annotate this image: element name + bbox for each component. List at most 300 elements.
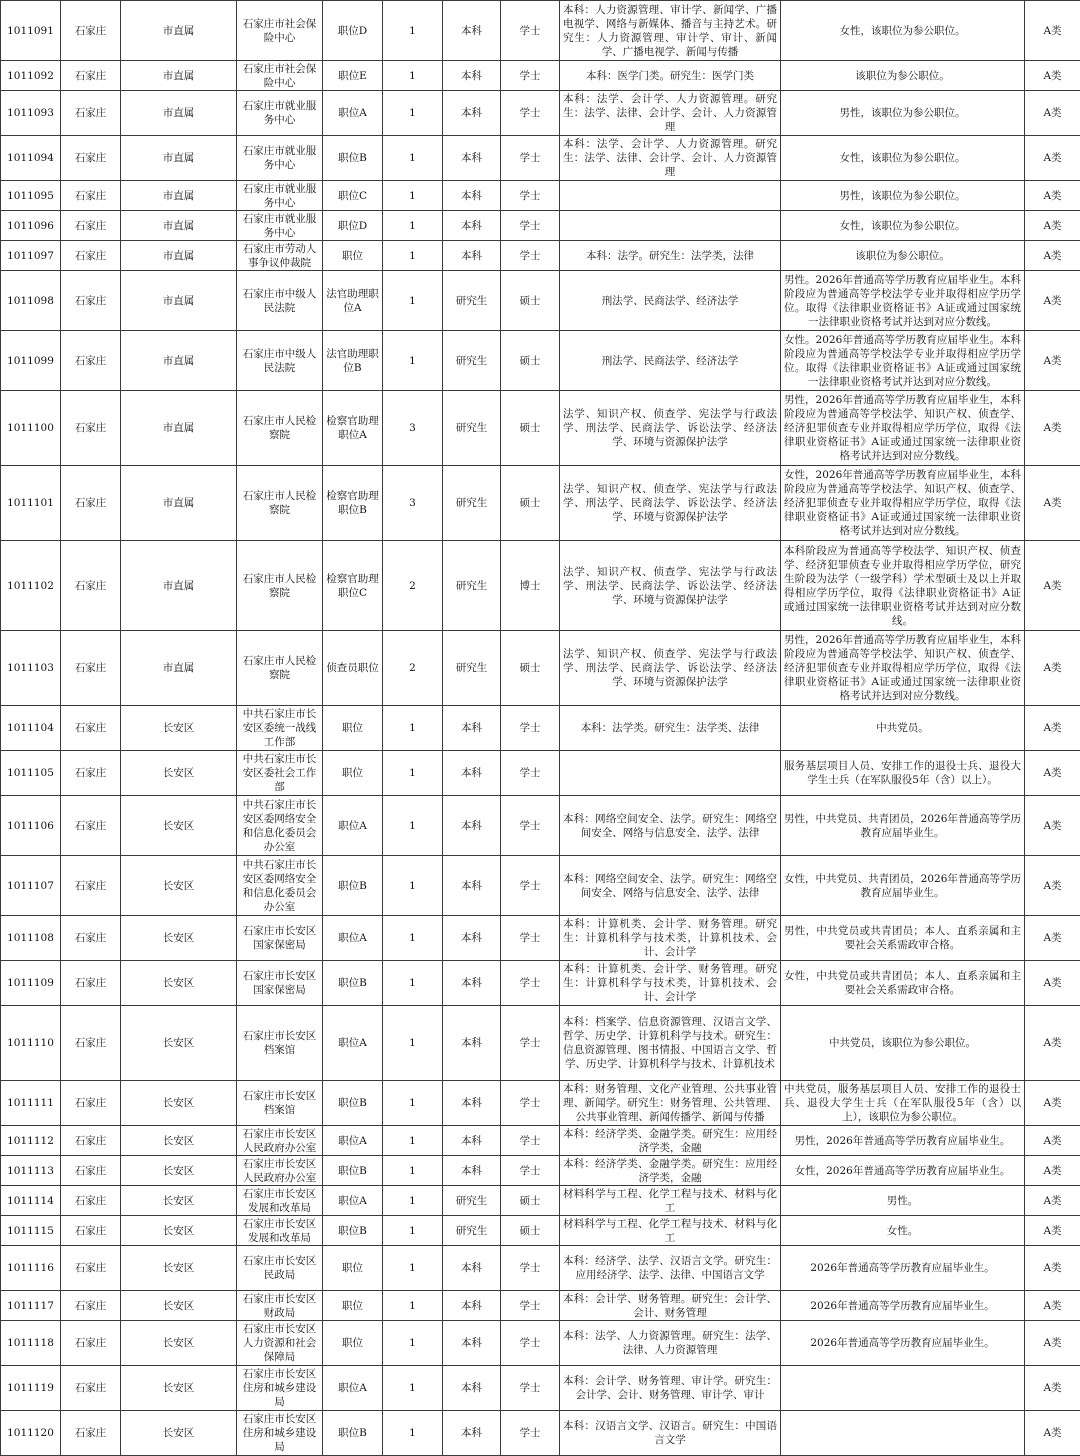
cell-edu: 本科 <box>443 61 501 91</box>
cell-city: 石家庄 <box>61 1081 121 1126</box>
cell-city: 石家庄 <box>61 631 121 706</box>
cell-major: 刑法学、民商法学、经济法学 <box>560 331 781 391</box>
cell-count: 1 <box>383 1006 443 1081</box>
cell-edu: 本科 <box>443 1291 501 1321</box>
cell-edu: 本科 <box>443 1156 501 1186</box>
cell-cat: A类 <box>1025 796 1080 856</box>
cell-code: 1011105 <box>1 751 61 796</box>
cell-code: 1011114 <box>1 1186 61 1216</box>
cell-count: 1 <box>383 1081 443 1126</box>
cell-unit: 石家庄市长安区发展和改革局 <box>237 1216 323 1246</box>
cell-unit: 中共石家庄市长安区委网络安全和信息化委员会办公室 <box>237 796 323 856</box>
cell-city: 石家庄 <box>61 136 121 181</box>
table-row <box>1 706 1080 751</box>
cell-unit: 中共石家庄市长安区委统一战线工作部 <box>237 706 323 751</box>
cell-count: 1 <box>383 1321 443 1366</box>
cell-code: 1011108 <box>1 916 61 961</box>
cell-code: 1011100 <box>1 391 61 466</box>
cell-cat: A类 <box>1025 706 1080 751</box>
cell-city: 石家庄 <box>61 181 121 211</box>
table-row <box>1 241 1080 271</box>
cell-edu: 本科 <box>443 1246 501 1291</box>
cell-unit: 石家庄市就业服务中心 <box>237 136 323 181</box>
cell-position: 职位A <box>323 916 383 961</box>
cell-code: 1011119 <box>1 1366 61 1411</box>
cell-position: 职位A <box>323 91 383 136</box>
cell-position: 检察官助理职位B <box>323 466 383 541</box>
cell-position: 职位D <box>323 211 383 241</box>
cell-edu: 本科 <box>443 1411 501 1456</box>
cell-district: 长安区 <box>121 1006 237 1081</box>
cell-district: 长安区 <box>121 1291 237 1321</box>
cell-position: 职位A <box>323 1186 383 1216</box>
cell-unit: 石家庄市长安区民政局 <box>237 1246 323 1291</box>
cell-district: 市直属 <box>121 241 237 271</box>
cell-edu: 本科 <box>443 181 501 211</box>
cell-code: 1011103 <box>1 631 61 706</box>
cell-major: 本科：人力资源管理、审计学、新闻学、广播电视学、网络与新媒体、播音与主持艺术。研究生：人力资源管理、审计学、审计、新闻学、广播电视学、新闻与传播 <box>560 1 781 61</box>
cell-major: 本科：经济学类、金融学类。研究生：应用经济学类，金融 <box>560 1126 781 1156</box>
cell-count: 1 <box>383 271 443 331</box>
cell-notes: 本科阶段应为普通高等学校法学、知识产权、侦查学、经济犯罪侦查专业并取得相应学历学位，研究生阶段为法学（一级学科）学术型硕士及以上并取得相应学历学位，取得《法律职业资格证书》A证或通过国家统一法律职业资格考试并达到对应分数线。 <box>781 541 1025 631</box>
cell-major: 本科：法学、会计学、人力资源管理。研究生：法学、法律、会计学、会计、人力资源管理 <box>560 91 781 136</box>
table-row <box>1 1186 1080 1216</box>
cell-district: 长安区 <box>121 961 237 1006</box>
cell-notes: 男性，2026年普通高等学历教育应届毕业生。 <box>781 1126 1025 1156</box>
cell-cat: A类 <box>1025 1411 1080 1456</box>
cell-count: 1 <box>383 1156 443 1186</box>
cell-count: 1 <box>383 1186 443 1216</box>
cell-city: 石家庄 <box>61 1186 121 1216</box>
cell-position: 职位C <box>323 181 383 211</box>
cell-major: 本科：法学类。研究生：法学类、法律 <box>560 706 781 751</box>
cell-code: 1011111 <box>1 1081 61 1126</box>
table-row <box>1 1366 1080 1411</box>
cell-position: 职位E <box>323 61 383 91</box>
cell-major: 刑法学、民商法学、经济法学 <box>560 271 781 331</box>
cell-edu: 本科 <box>443 1 501 61</box>
cell-edu: 本科 <box>443 1126 501 1156</box>
cell-count: 1 <box>383 1411 443 1456</box>
cell-position: 职位 <box>323 751 383 796</box>
cell-city: 石家庄 <box>61 1126 121 1156</box>
cell-unit: 石家庄市长安区人力资源和社会保障局 <box>237 1321 323 1366</box>
cell-notes: 女性，该职位为参公职位。 <box>781 211 1025 241</box>
cell-unit: 石家庄市中级人民法院 <box>237 271 323 331</box>
cell-district: 市直属 <box>121 631 237 706</box>
cell-cat: A类 <box>1025 61 1080 91</box>
cell-notes: 男性，中共党员或共青团员；本人、直系亲属和主要社会关系需政审合格。 <box>781 916 1025 961</box>
cell-unit: 石家庄市长安区人民政府办公室 <box>237 1156 323 1186</box>
cell-district: 长安区 <box>121 751 237 796</box>
table-row <box>1 1126 1080 1156</box>
cell-position: 职位B <box>323 1216 383 1246</box>
cell-degree: 学士 <box>501 1291 560 1321</box>
cell-unit: 石家庄市长安区财政局 <box>237 1291 323 1321</box>
cell-major: 本科：法学、会计学、人力资源管理。研究生：法学、法律、会计学、会计、人力资源管理 <box>560 136 781 181</box>
cell-code: 1011093 <box>1 91 61 136</box>
cell-degree: 硕士 <box>501 391 560 466</box>
cell-major: 本科：网络空间安全、法学。研究生：网络空间安全、网络与信息安全、法学、法律 <box>560 856 781 916</box>
cell-cat: A类 <box>1025 1366 1080 1411</box>
cell-district: 长安区 <box>121 1321 237 1366</box>
cell-degree: 学士 <box>501 1 560 61</box>
table-row <box>1 1006 1080 1081</box>
cell-degree: 学士 <box>501 211 560 241</box>
table-row <box>1 271 1080 331</box>
cell-edu: 本科 <box>443 751 501 796</box>
cell-code: 1011095 <box>1 181 61 211</box>
cell-code: 1011092 <box>1 61 61 91</box>
cell-city: 石家庄 <box>61 91 121 136</box>
cell-degree: 学士 <box>501 961 560 1006</box>
cell-notes: 女性。2026年普通高等学历教育应届毕业生。本科阶段应为普通高等学校法学专业并取得相应学历学位。取得《法律职业资格证书》A证或通过国家统一法律职业资格考试并达到对应分数线。 <box>781 331 1025 391</box>
cell-edu: 本科 <box>443 211 501 241</box>
cell-count: 1 <box>383 856 443 916</box>
cell-notes: 男性，中共党员、共青团员，2026年普通高等学历教育应届毕业生。 <box>781 796 1025 856</box>
cell-cat: A类 <box>1025 1186 1080 1216</box>
cell-district: 市直属 <box>121 1 237 61</box>
table-row <box>1 136 1080 181</box>
cell-major: 法学、知识产权、侦查学、宪法学与行政法学、刑法学、民商法学、诉讼法学、经济法学、环境与资源保护法学 <box>560 631 781 706</box>
cell-major: 本科：网络空间安全、法学。研究生：网络空间安全、网络与信息安全、法学、法律 <box>560 796 781 856</box>
cell-edu: 研究生 <box>443 271 501 331</box>
cell-notes: 该职位为参公职位。 <box>781 61 1025 91</box>
cell-cat: A类 <box>1025 1 1080 61</box>
cell-notes: 女性，2026年普通高等学历教育应届毕业生。 <box>781 1156 1025 1186</box>
cell-cat: A类 <box>1025 1291 1080 1321</box>
cell-district: 市直属 <box>121 136 237 181</box>
cell-district: 长安区 <box>121 916 237 961</box>
table-row <box>1 796 1080 856</box>
cell-cat: A类 <box>1025 391 1080 466</box>
cell-code: 1011094 <box>1 136 61 181</box>
cell-position: 职位B <box>323 961 383 1006</box>
cell-cat: A类 <box>1025 136 1080 181</box>
cell-unit: 石家庄市中级人民法院 <box>237 331 323 391</box>
cell-district: 长安区 <box>121 796 237 856</box>
cell-cat: A类 <box>1025 1126 1080 1156</box>
cell-count: 1 <box>383 61 443 91</box>
cell-count: 1 <box>383 916 443 961</box>
cell-code: 1011101 <box>1 466 61 541</box>
cell-count: 1 <box>383 796 443 856</box>
cell-city: 石家庄 <box>61 706 121 751</box>
cell-count: 1 <box>383 1126 443 1156</box>
cell-notes: 该职位为参公职位。 <box>781 241 1025 271</box>
cell-position: 检察官助理职位A <box>323 391 383 466</box>
cell-count: 1 <box>383 706 443 751</box>
cell-district: 市直属 <box>121 181 237 211</box>
cell-degree: 硕士 <box>501 1216 560 1246</box>
cell-district: 市直属 <box>121 211 237 241</box>
cell-major: 法学、知识产权、侦查学、宪法学与行政法学、刑法学、民商法学、诉讼法学、经济法学、环境与资源保护法学 <box>560 541 781 631</box>
cell-unit: 石家庄市人民检察院 <box>237 391 323 466</box>
cell-count: 1 <box>383 1291 443 1321</box>
cell-degree: 学士 <box>501 1156 560 1186</box>
cell-notes: 女性，中共党员或共青团员；本人、直系亲属和主要社会关系需政审合格。 <box>781 961 1025 1006</box>
table-row <box>1 391 1080 466</box>
cell-count: 1 <box>383 241 443 271</box>
cell-city: 石家庄 <box>61 1006 121 1081</box>
cell-unit: 石家庄市人民检察院 <box>237 541 323 631</box>
cell-city: 石家庄 <box>61 391 121 466</box>
cell-unit: 石家庄市长安区住房和城乡建设局 <box>237 1411 323 1456</box>
cell-degree: 硕士 <box>501 466 560 541</box>
cell-edu: 本科 <box>443 91 501 136</box>
cell-cat: A类 <box>1025 541 1080 631</box>
cell-notes: 服务基层项目人员、安排工作的退役士兵、退役大学生士兵（在军队服役5年（含）以上）。 <box>781 751 1025 796</box>
cell-notes: 男性。 <box>781 1186 1025 1216</box>
cell-notes: 2026年普通高等学历教育应届毕业生。 <box>781 1291 1025 1321</box>
cell-cat: A类 <box>1025 1006 1080 1081</box>
cell-edu: 本科 <box>443 1081 501 1126</box>
table-row <box>1 1081 1080 1126</box>
cell-degree: 博士 <box>501 541 560 631</box>
cell-code: 1011104 <box>1 706 61 751</box>
cell-edu: 研究生 <box>443 391 501 466</box>
cell-position: 职位B <box>323 856 383 916</box>
cell-major: 本科：财务管理、文化产业管理、公共事业管理、新闻学。研究生：财务管理、公共管理、公共事业管理、新闻传播学、新闻与传播 <box>560 1081 781 1126</box>
cell-count: 2 <box>383 631 443 706</box>
cell-district: 长安区 <box>121 1411 237 1456</box>
cell-major: 本科：法学、人力资源管理。研究生：法学、法律、人力资源管理 <box>560 1321 781 1366</box>
cell-code: 1011116 <box>1 1246 61 1291</box>
cell-unit: 石家庄市劳动人事争议仲裁院 <box>237 241 323 271</box>
cell-code: 1011112 <box>1 1126 61 1156</box>
cell-unit: 石家庄市就业服务中心 <box>237 211 323 241</box>
cell-unit: 石家庄市长安区档案馆 <box>237 1081 323 1126</box>
cell-cat: A类 <box>1025 1246 1080 1291</box>
cell-district: 市直属 <box>121 466 237 541</box>
cell-count: 1 <box>383 91 443 136</box>
cell-district: 市直属 <box>121 61 237 91</box>
cell-degree: 学士 <box>501 916 560 961</box>
cell-cat: A类 <box>1025 1216 1080 1246</box>
cell-district: 长安区 <box>121 1216 237 1246</box>
cell-city: 石家庄 <box>61 541 121 631</box>
cell-notes: 男性，该职位为参公职位。 <box>781 91 1025 136</box>
cell-edu: 本科 <box>443 916 501 961</box>
cell-position: 法官助理职位B <box>323 331 383 391</box>
cell-notes: 男性，2026年普通高等学历教育应届毕业生，本科阶段应为普通高等学校法学、知识产权、侦查学、经济犯罪侦查专业并取得相应学历学位，取得《法律职业资格证书》A证或通过国家统一法律职业资格考试并达到对应分数线。 <box>781 391 1025 466</box>
cell-city: 石家庄 <box>61 1291 121 1321</box>
cell-notes: 男性。2026年普通高等学历教育应届毕业生。本科阶段应为普通高等学校法学专业并取得相应学历学位。取得《法律职业资格证书》A证或通过国家统一法律职业资格考试并达到对应分数线。 <box>781 271 1025 331</box>
cell-edu: 本科 <box>443 706 501 751</box>
cell-edu: 本科 <box>443 1366 501 1411</box>
cell-degree: 硕士 <box>501 631 560 706</box>
table-row <box>1 91 1080 136</box>
cell-position: 检察官助理职位C <box>323 541 383 631</box>
cell-edu: 研究生 <box>443 541 501 631</box>
cell-count: 1 <box>383 136 443 181</box>
cell-code: 1011096 <box>1 211 61 241</box>
cell-count: 1 <box>383 181 443 211</box>
cell-major: 本科：经济学类、金融学类。研究生：应用经济学类，金融 <box>560 1156 781 1186</box>
cell-degree: 学士 <box>501 796 560 856</box>
cell-code: 1011107 <box>1 856 61 916</box>
cell-edu: 本科 <box>443 961 501 1006</box>
cell-degree: 学士 <box>501 241 560 271</box>
cell-edu: 研究生 <box>443 1216 501 1246</box>
cell-major: 本科：经济学、法学、汉语言文学。研究生：应用经济学、法学、法律、中国语言文学 <box>560 1246 781 1291</box>
cell-district: 市直属 <box>121 331 237 391</box>
cell-position: 职位 <box>323 1246 383 1291</box>
cell-cat: A类 <box>1025 211 1080 241</box>
cell-count: 1 <box>383 961 443 1006</box>
cell-city: 石家庄 <box>61 466 121 541</box>
cell-position: 职位A <box>323 1006 383 1081</box>
cell-degree: 硕士 <box>501 271 560 331</box>
cell-cat: A类 <box>1025 331 1080 391</box>
cell-major <box>560 211 781 241</box>
cell-unit: 石家庄市就业服务中心 <box>237 181 323 211</box>
cell-city: 石家庄 <box>61 1321 121 1366</box>
cell-count: 1 <box>383 1366 443 1411</box>
cell-count: 3 <box>383 466 443 541</box>
cell-district: 长安区 <box>121 856 237 916</box>
cell-count: 1 <box>383 1216 443 1246</box>
cell-unit: 石家庄市长安区档案馆 <box>237 1006 323 1081</box>
cell-city: 石家庄 <box>61 1216 121 1246</box>
cell-major <box>560 751 781 796</box>
cell-degree: 学士 <box>501 1246 560 1291</box>
cell-degree: 学士 <box>501 61 560 91</box>
cell-degree: 学士 <box>501 856 560 916</box>
cell-notes: 女性。 <box>781 1216 1025 1246</box>
cell-city: 石家庄 <box>61 211 121 241</box>
table-row <box>1 856 1080 916</box>
cell-city: 石家庄 <box>61 1366 121 1411</box>
cell-cat: A类 <box>1025 856 1080 916</box>
table-row <box>1 181 1080 211</box>
cell-major: 本科：汉语言文学、汉语言。研究生：中国语言文学 <box>560 1411 781 1456</box>
cell-degree: 学士 <box>501 1366 560 1411</box>
cell-cat: A类 <box>1025 751 1080 796</box>
cell-major: 法学、知识产权、侦查学、宪法学与行政法学、刑法学、民商法学、诉讼法学、经济法学、环境与资源保护法学 <box>560 466 781 541</box>
table-row <box>1 331 1080 391</box>
cell-code: 1011102 <box>1 541 61 631</box>
cell-code: 1011110 <box>1 1006 61 1081</box>
cell-notes: 男性，2026年普通高等学历教育应届毕业生，本科阶段应为普通高等学校法学、知识产权、侦查学、经济犯罪侦查专业并取得相应学历学位，取得《法律职业资格证书》A证或通过国家统一法律职业资格考试并达到对应分数线。 <box>781 631 1025 706</box>
cell-notes: 2026年普通高等学历教育应届毕业生。 <box>781 1321 1025 1366</box>
cell-position: 法官助理职位A <box>323 271 383 331</box>
cell-code: 1011118 <box>1 1321 61 1366</box>
cell-degree: 硕士 <box>501 1186 560 1216</box>
cell-position: 侦查员职位 <box>323 631 383 706</box>
cell-code: 1011115 <box>1 1216 61 1246</box>
cell-edu: 本科 <box>443 856 501 916</box>
cell-city: 石家庄 <box>61 1246 121 1291</box>
cell-edu: 本科 <box>443 241 501 271</box>
cell-notes: 女性，2026年普通高等学历教育应届毕业生，本科阶段应为普通高等学校法学、知识产权、侦查学、经济犯罪侦查专业并取得相应学历学位，取得《法律职业资格证书》A证或通过国家统一法律职业资格考试并达到对应分数线。 <box>781 466 1025 541</box>
cell-degree: 学士 <box>501 136 560 181</box>
cell-district: 长安区 <box>121 1246 237 1291</box>
cell-cat: A类 <box>1025 1321 1080 1366</box>
cell-notes: 男性，该职位为参公职位。 <box>781 181 1025 211</box>
cell-cat: A类 <box>1025 1081 1080 1126</box>
cell-unit: 石家庄市社会保险中心 <box>237 1 323 61</box>
cell-code: 1011098 <box>1 271 61 331</box>
table-row <box>1 631 1080 706</box>
cell-edu: 本科 <box>443 1321 501 1366</box>
cell-notes: 中共党员，该职位为参公职位。 <box>781 1006 1025 1081</box>
cell-city: 石家庄 <box>61 856 121 916</box>
cell-cat: A类 <box>1025 1156 1080 1186</box>
table-row <box>1 1291 1080 1321</box>
table-row <box>1 466 1080 541</box>
cell-district: 市直属 <box>121 271 237 331</box>
cell-count: 1 <box>383 751 443 796</box>
cell-unit: 石家庄市就业服务中心 <box>237 91 323 136</box>
cell-unit: 中共石家庄市长安区委网络安全和信息化委员会办公室 <box>237 856 323 916</box>
cell-count: 1 <box>383 331 443 391</box>
cell-city: 石家庄 <box>61 1156 121 1186</box>
table-row <box>1 541 1080 631</box>
cell-city: 石家庄 <box>61 271 121 331</box>
cell-position: 职位 <box>323 1321 383 1366</box>
cell-degree: 学士 <box>501 1126 560 1156</box>
cell-degree: 学士 <box>501 751 560 796</box>
cell-code: 1011091 <box>1 1 61 61</box>
cell-degree: 学士 <box>501 706 560 751</box>
table-row <box>1 751 1080 796</box>
cell-major: 本科：计算机类、会计学、财务管理。研究生：计算机科学与技术类，计算机技术、会计、会计学 <box>560 961 781 1006</box>
table-row <box>1 916 1080 961</box>
table-row <box>1 961 1080 1006</box>
table-row <box>1 1216 1080 1246</box>
cell-position: 职位 <box>323 241 383 271</box>
cell-count: 3 <box>383 391 443 466</box>
cell-unit: 石家庄市人民检察院 <box>237 631 323 706</box>
cell-notes: 中共党员。 <box>781 706 1025 751</box>
cell-city: 石家庄 <box>61 916 121 961</box>
table-row <box>1 1411 1080 1456</box>
cell-code: 1011109 <box>1 961 61 1006</box>
cell-code: 1011106 <box>1 796 61 856</box>
cell-edu: 研究生 <box>443 331 501 391</box>
cell-city: 石家庄 <box>61 61 121 91</box>
cell-code: 1011097 <box>1 241 61 271</box>
cell-cat: A类 <box>1025 271 1080 331</box>
cell-cat: A类 <box>1025 91 1080 136</box>
cell-city: 石家庄 <box>61 1 121 61</box>
cell-major: 本科：档案学、信息资源管理、汉语言文学、哲学、历史学、计算机科学与技术。研究生：信息资源管理、图书情报、中国语言文学、哲学、历史学、计算机科学与技术、计算机技术 <box>560 1006 781 1081</box>
cell-degree: 学士 <box>501 1321 560 1366</box>
cell-position: 职位A <box>323 1366 383 1411</box>
cell-notes: 女性，该职位为参公职位。 <box>781 1 1025 61</box>
cell-position: 职位A <box>323 1126 383 1156</box>
cell-count: 2 <box>383 541 443 631</box>
cell-position: 职位D <box>323 1 383 61</box>
cell-unit: 石家庄市社会保险中心 <box>237 61 323 91</box>
cell-cat: A类 <box>1025 961 1080 1006</box>
cell-cat: A类 <box>1025 181 1080 211</box>
table-row <box>1 1246 1080 1291</box>
cell-district: 市直属 <box>121 91 237 136</box>
cell-major <box>560 181 781 211</box>
cell-unit: 石家庄市长安区人民政府办公室 <box>237 1126 323 1156</box>
cell-major: 法学、知识产权、侦查学、宪法学与行政法学、刑法学、民商法学、诉讼法学、经济法学、环境与资源保护法学 <box>560 391 781 466</box>
cell-unit: 石家庄市长安区国家保密局 <box>237 916 323 961</box>
cell-edu: 研究生 <box>443 466 501 541</box>
cell-district: 长安区 <box>121 706 237 751</box>
cell-degree: 学士 <box>501 181 560 211</box>
cell-cat: A类 <box>1025 916 1080 961</box>
cell-city: 石家庄 <box>61 961 121 1006</box>
table-row <box>1 1 1080 61</box>
cell-major: 材料科学与工程、化学工程与技术、材料与化工 <box>560 1216 781 1246</box>
